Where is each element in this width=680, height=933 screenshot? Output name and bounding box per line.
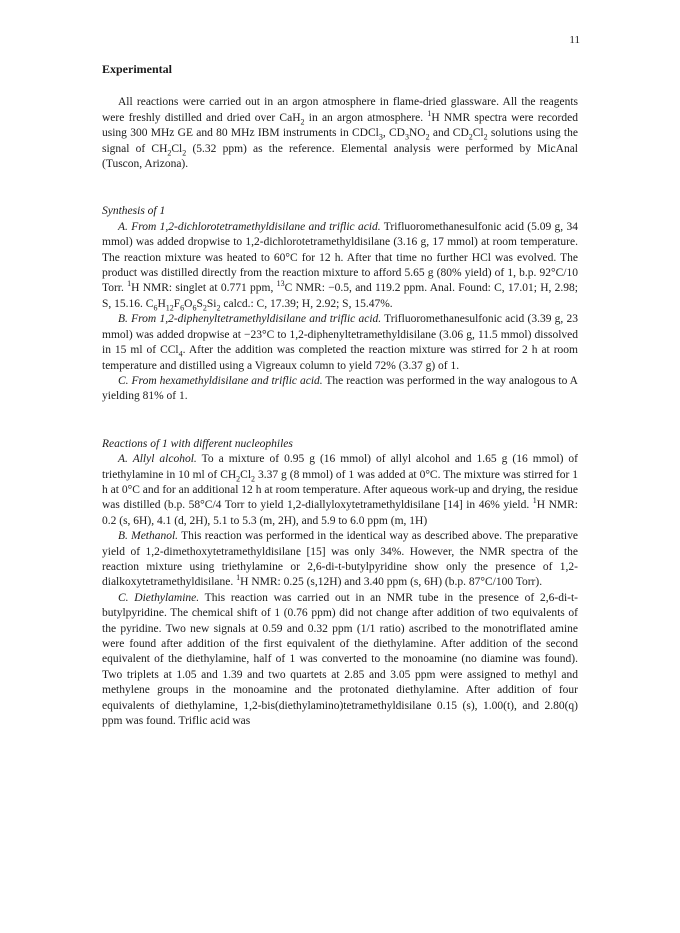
synthesis-a-paragraph: A. From 1,2-dichlorotetramethyldisilane and triflic acid. Trifluoromethanesulfonic acid (5.09 g, 34 mmol) was added dropwise to 1,2-dichlorotetramethyldisilane (3.16 g, 17 mmol) at room temperature. The reaction mixture was heated to 60°C for 12 h. After that time no further HCl was evolved. The product was distilled directly from the reaction mixture to afford 5.65 g (80% yield) of 1, b.p. 92°C/10 Torr. $^1$H NMR: singlet at 0.771 ppm, $^{13}$C NMR: −0.5, and 119.2 ppm. Anal. Found: C, 17.01; H, 2.98; S, 15.16. $C_6H_{12}F_6O_6S_2Si_2$ calcd.: C, 17.39; H, 2.92; S, 15.47%. [102, 220, 579, 313]
synthesis-title: Synthesis of 1 [102, 205, 166, 218]
section-heading: Experimental [102, 62, 172, 76]
reactions-c-label: C. Diethylamine. [118, 591, 200, 604]
intro-paragraph: All reactions were carried out in an argon atmosphere in flame-dried glassware. All the reagents were freshly distilled and dried over CaH$_2$ in an argon atmosphere. $^1$H NMR spectra were recorded using 300 MHz GE and 80 MHz IBM instruments in CDCl$_3$, $CD_3NO_2$ and $CD_2Cl_2$ solutions using the signal of $CH_2Cl_2$ (5.32 ppm) as the reference. Elemental analysis were performed by MicAnal (Tuscon, Arizona). [102, 96, 578, 171]
synthesis-b-paragraph: B. From 1,2-diphenyltetramethyldisilane and triflic acid. Trifluoromethanesulfonic acid (3.39 g, 23 mmol) was added dropwise at −23°C to 1,2-diphenyltetramethyldisilane (3.06 g, 11.5 mmol) dissolved in 15 ml of CCl$_4$. After the addition was completed the reaction mixture was stirred for 2 h at room temperature and distilled using a Vigreaux column to yield 72% (3.37 g) of 1. [102, 313, 579, 372]
reactions-a-paragraph: A. Allyl alcohol. To a mixture of 0.95 g (16 mmol) of allyl alcohol and 1.65 g (16 mmol) of triethylamine in 10 ml of $CH_2Cl_2$ 3.37 g (8 mmol) of 1 was added at 0°C. The mixture was stirred for 1 h at 0°C and for an additional 12 h at room temperature. After aqueous work-up and drying, the residue was distilled (b.p. 58°C/4 Torr to yield 1,2-diallyloxytetramethyldisilane [14] in 46% yield. $^1$H NMR: 0.2 (s, 6H), 4.1 (d, 2H), 5.1 to 5.3 (m, 2H), and 5.9 to 6.0 ppm (m, 1H) [102, 453, 579, 527]
page-number: 11 [569, 34, 580, 46]
content [102, 62, 578, 729]
reactions-c-paragraph: C. Diethylamine. This reaction was carried out in an NMR tube in the presence of 2,6-di-t-butylpyridine. The chemical shift of 1 (0.76 ppm) did not change after addition of two equivalents of the pyridine. Two new signals at 0.59 and 0.32 ppm (1/1 ratio) ascribed to the monotriflated amine were found after addition of the first equivalent of the diethylamine. After addition of the second equivalent of the diethylamine, half of 1 was converted to the monoamine (no diamine was found). Two triplets at 1.05 and 1.39 and two quartets at 2.85 and 3.05 ppm were assigned to methyl and methylene groups in the monoamine and the protonated diethylamine. After addition of four equivalents of diethylamine, 1,2-bis(diethylamino)tetramethyldisilane 0.15 (s), 1.00(t), and 2.80(q) ppm was found. Triflic acid was [102, 591, 578, 728]
reactions-b-paragraph: B. Methanol. This reaction was performed in the identical way as described above. The preparative yield of 1,2-dimethoxytetramethyldisilane [15] was only 34%. However, the NMR spectra of the reaction mixture using triethylamine or 2,6-di-t-butylpyridine show only the presence of 1,2-dialkoxytetramethyldisilane. $^1$H NMR: 0.25 (s,12H) and 3.40 ppm (s, 6H) (b.p. 87°C/100 Torr). [102, 530, 578, 589]
reactions-b-label: B. Methanol. [118, 530, 179, 543]
synthesis-c-label: C. From hexamethyldisilane and triflic acid. [118, 374, 323, 387]
reactions-title: Reactions of 1 with different nucleophiles [102, 437, 293, 450]
synthesis-a-label: A. From 1,2-dichlorotetramethyldisilane and triflic acid. [118, 220, 381, 233]
reactions-a-label: A. Allyl alcohol. [118, 453, 197, 466]
synthesis-c-paragraph: C. From hexamethyldisilane and triflic acid. The reaction was performed in the way analogous to A yielding 81% of 1. [102, 374, 578, 403]
synthesis-b-label: B. From 1,2-diphenyltetramethyldisilane and triflic acid. [118, 313, 382, 326]
